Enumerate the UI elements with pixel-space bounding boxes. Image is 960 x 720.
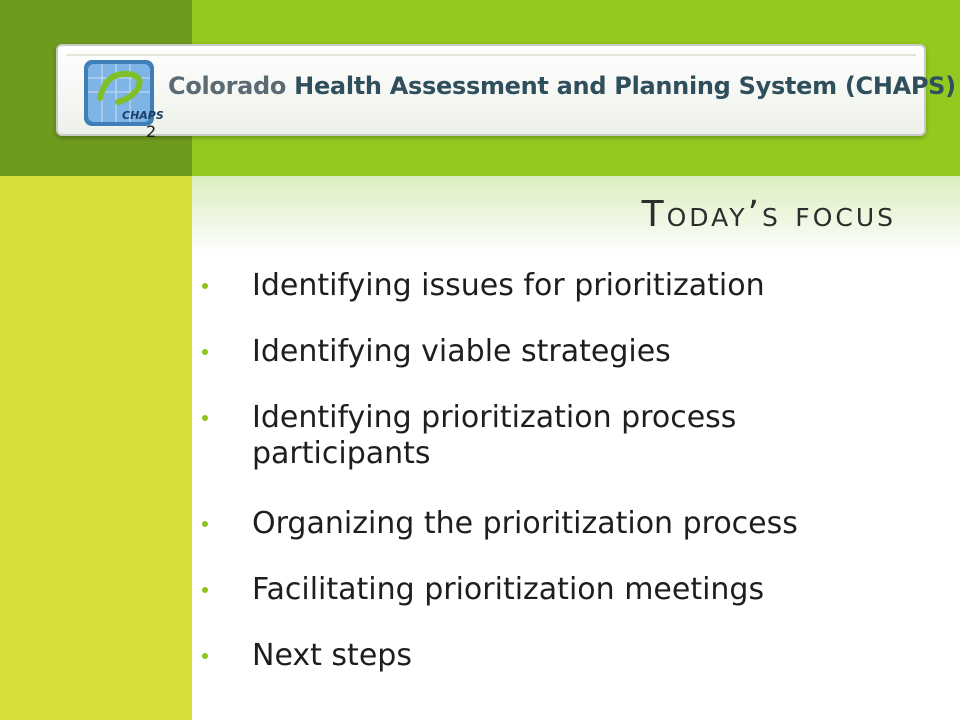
- logo-text: CHAPS: [122, 109, 164, 122]
- header-title-part2: Health Assessment and Planning System (CHAPS): [294, 72, 956, 100]
- slide-title: Today’s focus: [641, 194, 896, 235]
- header-banner: [56, 44, 956, 141]
- header-title: [168, 72, 956, 100]
- bullet-text: Facilitating prioritization meetings: [252, 572, 765, 607]
- list-item: [200, 638, 900, 674]
- bullet-text: Identifying issues for prioritization: [252, 268, 765, 303]
- bullet-text: Identifying prioritization process participants: [252, 400, 737, 471]
- bullet-dot-icon: [202, 349, 208, 355]
- bullet-dot-icon: [202, 521, 208, 527]
- header-title-part1: Colorado: [168, 72, 295, 100]
- list-item: [200, 400, 900, 472]
- list-item: [200, 572, 900, 608]
- page-number: 2: [146, 122, 157, 141]
- bullet-text: Organizing the prioritization process: [252, 506, 798, 541]
- bullet-list: [200, 268, 900, 704]
- bullet-dot-icon: [202, 283, 208, 289]
- list-item: [200, 334, 900, 370]
- header-divider: [66, 54, 916, 56]
- left-column-bottom-band: [0, 176, 192, 720]
- chaps-logo-icon: [82, 58, 164, 128]
- bullet-dot-icon: [202, 415, 208, 421]
- bullet-dot-icon: [202, 587, 208, 593]
- bullet-text: Identifying viable strategies: [252, 334, 671, 369]
- list-item: [200, 506, 900, 542]
- list-item: [200, 268, 900, 304]
- bullet-text: Next steps: [252, 638, 412, 673]
- bullet-dot-icon: [202, 653, 208, 659]
